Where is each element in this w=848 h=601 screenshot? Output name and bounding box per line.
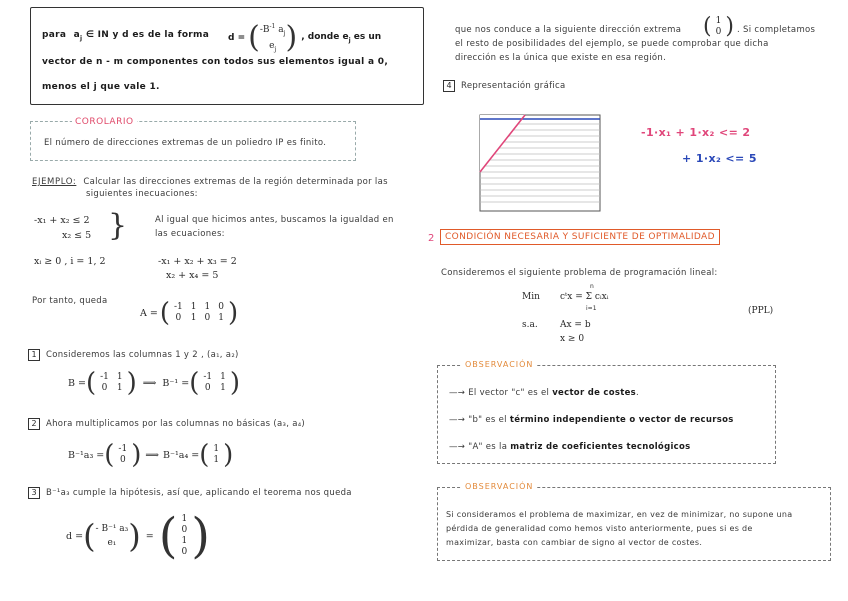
inequality-brace: } <box>108 208 128 243</box>
step-2-text: Ahora multiplicamos por las columnas no básicas (a₃, a₄) <box>46 419 306 429</box>
observation-2-tag: OBSERVACIÓN <box>462 482 536 491</box>
corollary-text: El número de direcciones extremas de un poliedro IP es finito. <box>44 138 327 148</box>
step-3-text: B⁻¹a₃ cumple la hipótesis, así que, aplicando el teorema nos queda <box>46 488 352 498</box>
matrix-B-label: B = <box>68 377 86 389</box>
step-1-badge: 1 <box>28 349 40 361</box>
subject-to-label: s.a. <box>522 320 538 330</box>
equals-sign: = <box>145 530 154 542</box>
implies-arrow: ⟹ <box>142 377 157 389</box>
step-4-badge: 4 <box>443 80 455 92</box>
sum-top: n <box>590 283 594 290</box>
d-definition: d = ( $-B^{-1}$ $a_j$ $e_j$ ) , donde $e_j$ es un <box>228 19 382 55</box>
step-3-badge: 3 <box>28 487 40 499</box>
example-side-1: Al igual que hicimos antes, buscamos la igualdad en <box>155 215 394 225</box>
por-tanto-text: Por tanto, queda <box>32 296 108 306</box>
nonneg-condition: xᵢ ≥ 0 , i = 1, 2 <box>34 256 106 267</box>
example-label: EJEMPLO: <box>32 177 77 187</box>
example-side-2: las ecuaciones: <box>155 229 225 239</box>
direction-d-label: d = <box>66 530 84 542</box>
product-a3-label: B⁻¹a₃ = <box>68 449 105 461</box>
inequality-2: x₂ ≤ 5 <box>62 230 92 241</box>
conclusion-line-1-end: . Si completamos <box>737 25 816 35</box>
non-basic-products: B⁻¹a₃ = ( -1 0 ) ⟹ B⁻¹a₄ = ( 1 1 ) <box>68 440 234 470</box>
observation-1-item-2: —→ "b" es el término independiente o vector de recursos <box>449 415 734 425</box>
graph-ineq-1: -1·x₁ + 1·x₂ <= 2 <box>641 126 751 139</box>
conclusion-line-1: que nos conduce a la siguiente dirección extrema <box>455 25 682 35</box>
ppl-label: (PPL) <box>748 306 774 316</box>
equation-2: x₂ + x₄ = 5 <box>166 270 219 281</box>
implies-arrow-2: ⟹ <box>145 449 159 461</box>
matrix-A-label: A = <box>140 307 158 319</box>
conclusion-line-3: dirección es la única que existe en esa región. <box>455 53 667 63</box>
observation-1-item-3: —→ "A" es la matriz de coeficientes tecnológicos <box>449 442 691 452</box>
objective: cᵗx = Σ cᵢxᵢ <box>560 292 609 302</box>
observation-2-line-2: pérdida de generalidad como hemos visto anteriormente, pues si es de <box>446 524 753 533</box>
min-label: Min <box>522 292 540 302</box>
sum-bottom: i=1 <box>586 305 597 312</box>
conclusion-line-2: el resto de posibilidades del ejemplo, se puede comprobar que dicha <box>455 39 769 49</box>
observation-1-tag: OBSERVACIÓN <box>462 360 536 369</box>
constraint-ax-b: Ax = b <box>560 320 591 330</box>
matrix-Binv-label: B⁻¹ = <box>162 377 190 389</box>
direction-d: d = ( - B⁻¹ a₃ e₁ ) = ( 1 0 1 0 ) <box>66 508 210 564</box>
matrix-A: A = ( -1 1 1 0 0 1 0 1 ) <box>140 298 239 328</box>
example-text-2: siguientes inecuaciones: <box>86 189 198 199</box>
example-heading <box>32 177 388 187</box>
extreme-direction: ( 1 0 ) <box>703 14 734 39</box>
product-a4-label: B⁻¹a₄ = <box>162 449 200 461</box>
section-2-intro: Consideremos el siguiente problema de programación lineal: <box>441 268 718 278</box>
intro-line-1: para $a_j$ ∈ IN y d es de la forma <box>42 30 210 42</box>
section-2-title: CONDICIÓN NECESARIA Y SUFICIENTE DE OPTIMALIDAD <box>440 229 720 245</box>
direction-top: - B⁻¹ a₃ <box>95 524 129 534</box>
equation-1: -x₁ + x₂ + x₃ = 2 <box>158 256 237 267</box>
step-2-badge: 2 <box>28 418 40 430</box>
intro-line-2: vector de n - m componentes con todos sus elementos igual a 0, <box>42 57 389 67</box>
step-1-text: Consideremos las columnas 1 y 2 , (a₁, a₂) <box>46 350 239 360</box>
observation-2-line-1: Si consideramos el problema de maximizar, en vez de minimizar, no supone una <box>446 510 793 519</box>
corollary-title: COROLARIO <box>72 117 137 127</box>
graph-ineq-2: + 1·x₂ <= 5 <box>682 152 757 165</box>
observation-1-item-1: —→ El vector "c" es el vector de costes. <box>449 388 640 398</box>
matrix-B: B = ( -1 1 0 1 ) ⟹ B⁻¹ = ( -1 1 0 1 ) <box>68 368 241 398</box>
example-text-1: Calcular las direcciones extremas de la región determinada por las <box>83 177 388 187</box>
section-2-number: 2 <box>428 233 435 244</box>
feasible-region-graph <box>479 114 601 212</box>
inequality-1: -x₁ + x₂ ≤ 2 <box>34 215 90 226</box>
observation-2-line-3: maximizar, basta con cambiar de signo al vector de costes. <box>446 538 703 547</box>
intro-line-3: menos el j que vale 1. <box>42 82 160 92</box>
direction-bottom: e₁ <box>107 538 117 548</box>
step-4-text: Representación gráfica <box>461 81 566 91</box>
constraint-x-nonneg: x ≥ 0 <box>560 334 585 344</box>
